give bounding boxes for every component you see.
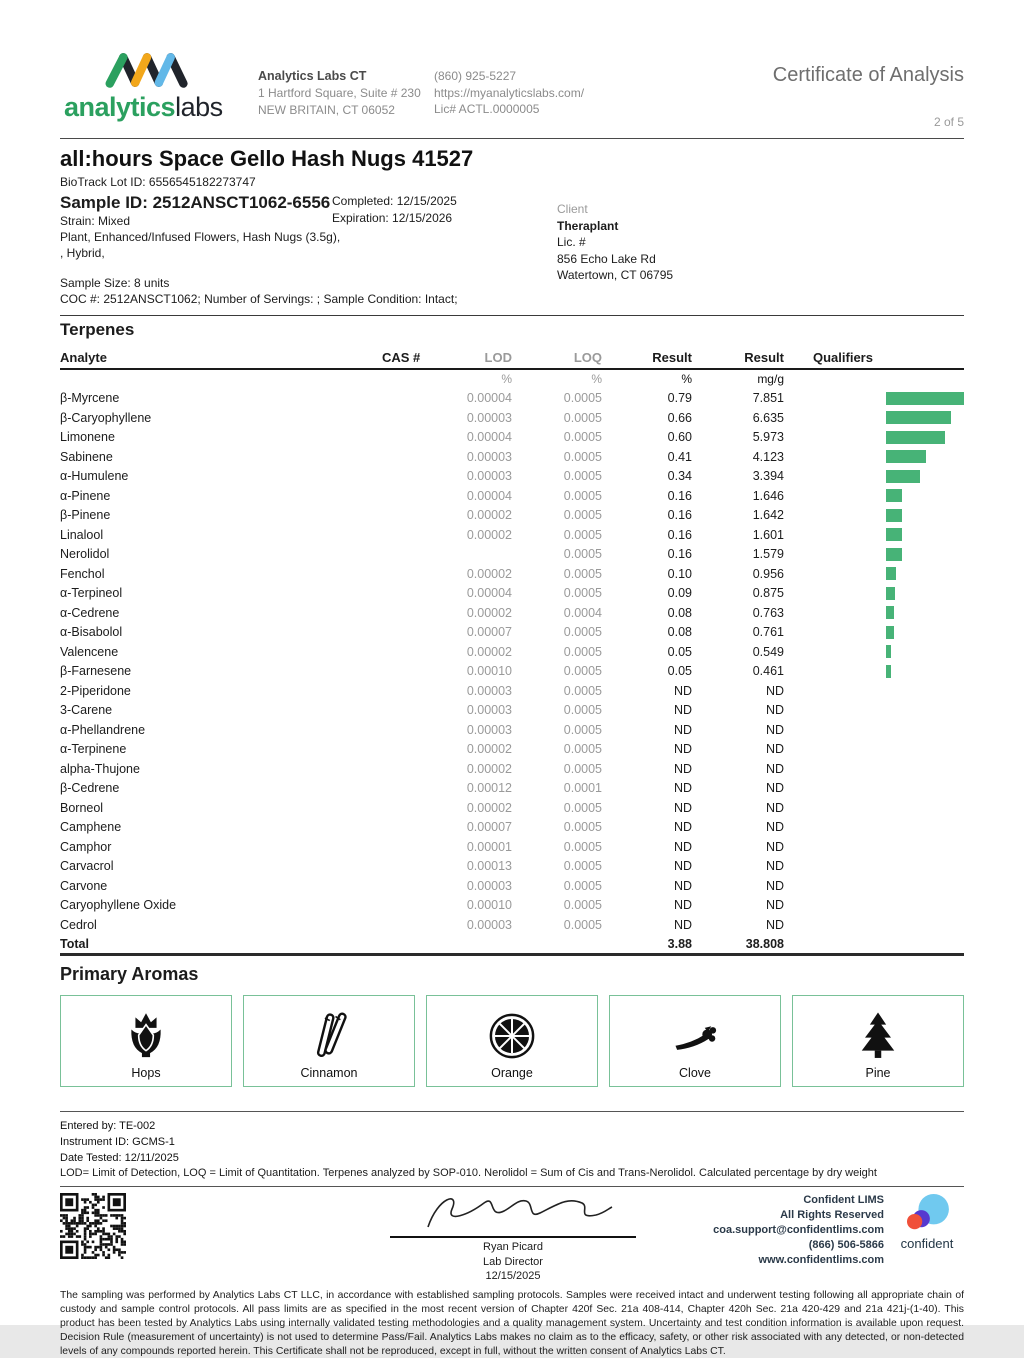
result-bar [886,665,891,678]
terpene-analyte: Sabinene [60,449,113,464]
date-tested: Date Tested: 12/11/2025 [60,1151,179,1164]
terpenes-table [60,350,964,956]
terpene-result-pct: ND [673,683,692,698]
client-label: Client [557,202,588,216]
orange-icon [486,1010,538,1062]
terpene-analyte: Cedrol [60,917,97,932]
terpene-result-mgg: 4.123 [752,449,784,464]
terpene-result-pct: 0.08 [667,625,692,640]
terpene-loq: 0.0005 [563,586,602,601]
terpene-result-mgg: 0.461 [752,664,784,679]
result-bar [886,587,895,600]
terpene-lod: 0.00002 [466,800,512,815]
terpene-loq: 0.0005 [563,761,602,776]
terpene-loq: 0.0005 [563,547,602,562]
terpene-lod: 0.00002 [466,605,512,620]
terpene-analyte: 2-Piperidone [60,683,131,698]
lab-logo [60,48,258,129]
col-analyte: Analyte [60,350,107,366]
lab-phone: (860) 925-5227 [434,69,517,83]
terpene-analyte: Caryophyllene Oxide [60,898,177,913]
terpenes-table-header [60,350,964,370]
signature-block [390,1191,636,1283]
confident-logo [890,1193,964,1251]
terpene-result-pct: 0.10 [667,566,692,581]
terpene-analyte: α-Humulene [60,469,129,484]
confident-phone: (866) 506-5866 [808,1238,884,1251]
terpene-row [60,856,964,876]
terpene-row [60,622,964,642]
terpenes-divider [60,315,964,316]
terpene-result-pct: 0.16 [667,527,692,542]
certificate-title: Certificate of Analysis [772,64,964,86]
terpene-loq: 0.0005 [563,859,602,874]
terpene-lod: 0.00001 [466,839,512,854]
terpene-analyte: α-Terpineol [60,586,123,601]
terpene-analyte: α-Phellandrene [60,722,146,737]
terpene-analyte: alpha-Thujone [60,761,140,776]
terpene-loq: 0.0001 [563,781,602,796]
terpene-loq: 0.0005 [563,703,602,718]
terpene-row [60,778,964,798]
clove-icon [669,1010,721,1062]
instrument-id: Instrument ID: GCMS-1 [60,1136,175,1149]
terpene-row [60,739,964,759]
logo-wordmark [64,92,258,123]
aroma-label: Cinnamon [300,1066,358,1081]
terpene-result-pct: ND [673,917,692,932]
terpene-loq: 0.0005 [563,488,602,503]
terpene-result-mgg: ND [765,800,784,815]
confident-rights: All Rights Reserved [780,1209,884,1222]
coc-number: COC #: 2512ANSCT1062; Number of Servings: ; Sample Condition: Intact; [60,291,458,306]
terpene-loq: 0.0005 [563,683,602,698]
logo-word-labs: labs [175,92,223,122]
terpene-result-mgg: 0.875 [752,586,784,601]
terpene-loq: 0.0005 [563,449,602,464]
terpene-lod: 0.00003 [466,410,512,425]
terpene-lod: 0.00003 [466,703,512,718]
lab-license: Lic# ACTL.0000005 [434,102,540,117]
terpene-lod: 0.00010 [466,664,512,679]
terpene-result-mgg: 0.956 [752,566,784,581]
aroma-label: Clove [679,1066,711,1081]
terpene-loq: 0.0005 [563,430,602,445]
confident-logo-word: confident [900,1236,954,1252]
terpene-row [60,700,964,720]
signer-title: Lab Director [483,1255,543,1268]
terpene-row [60,798,964,818]
analytics-labs-zigzag-icon [88,48,206,92]
primary-aromas [60,995,964,1087]
terpene-row [60,759,964,779]
result-bar [886,626,894,639]
terpene-result-pct: 0.16 [667,488,692,503]
terpene-result-mgg: 0.763 [752,605,784,620]
terpene-analyte: β-Myrcene [60,391,120,406]
terpene-result-pct: ND [673,761,692,776]
aroma-box-orange [426,995,598,1087]
terpene-analyte: Linalool [60,527,104,542]
terpene-result-pct: ND [673,703,692,718]
signature-scribble [398,1191,628,1231]
terpene-lod: 0.00002 [466,527,512,542]
terpene-result-mgg: ND [765,820,784,835]
terpene-result-pct: 0.08 [667,605,692,620]
col-qualifiers: Qualifiers [813,350,873,366]
product-type-line2: , Hybrid, [60,245,105,260]
terpene-row [60,486,964,506]
col-result-pct: Result [652,350,692,366]
lab-name: Analytics Labs CT [258,69,367,83]
terpene-result-pct: ND [673,800,692,815]
terpene-result-pct: 0.09 [667,586,692,601]
result-bar [886,392,964,405]
strain: Strain: Mixed [60,214,131,229]
col-result-mgg: Result [744,350,784,366]
aroma-label: Orange [491,1066,533,1081]
terpene-result-pct: ND [673,878,692,893]
logo-word-analytics: analytics [64,92,176,122]
terpene-analyte: Camphor [60,839,112,854]
terpene-lod: 0.00007 [466,625,512,640]
terpene-analyte: Borneol [60,800,104,815]
terpene-row [60,505,964,525]
terpene-lod: 0.00003 [466,878,512,893]
result-bar [886,431,945,444]
terpene-loq: 0.0005 [563,898,602,913]
terpene-analyte: β-Pinene [60,508,111,523]
terpene-result-pct: 0.16 [667,547,692,562]
terpene-row [60,544,964,564]
total-result-mgg: 38.808 [745,936,784,951]
terpene-analyte: α-Pinene [60,488,111,503]
terpene-row [60,408,964,428]
terpene-analyte: β-Cedrene [60,781,120,796]
terpene-lod: 0.00004 [466,391,512,406]
col-loq: LOQ [573,350,602,366]
lab-website: https://myanalyticslabs.com/ [434,85,585,100]
confident-name: Confident LIMS [803,1194,884,1207]
terpene-result-mgg: 0.549 [752,644,784,659]
terpene-result-pct: 0.66 [667,410,692,425]
terpene-lod: 0.00002 [466,644,512,659]
terpene-lod: 0.00013 [466,859,512,874]
terpene-analyte: Nerolidol [60,547,110,562]
terpene-result-pct: 0.79 [667,391,692,406]
client-address-line2: Watertown, CT 06795 [557,268,674,283]
unit-lod: % [501,372,512,387]
confident-website: www.confidentlims.com [758,1253,884,1266]
terpene-analyte: β-Caryophyllene [60,410,152,425]
terpene-lod: 0.00003 [466,469,512,484]
result-bar [886,606,894,619]
client-block [557,201,673,284]
page-number: 2 of 5 [933,115,964,129]
product-type-line1: Plant, Enhanced/Infused Flowers, Hash Nugs (3.5g), [60,230,341,245]
terpene-analyte: α-Bisabolol [60,625,123,640]
col-cas: CAS # [382,350,421,366]
terpene-row [60,876,964,896]
disclaimer-text: The sampling was performed by Analytics Labs CT LLC, in accordance with established sampling protocols. Samples were received intact and underwent testing following all appropriate chain of custody and sample control protocols. All pass limits are as specified in the most recent version of Chapter 420f Sec. 21a 408-414, Chapter 420h Sec. 21a 420-429 and 21a 421j-(1-40). This product has been tested by Analytics Labs using internally validated testing methodologies and a quality management system. Uncertainty and test condition information is available upon request. Decision Rule (measurement of uncertainty) is not used to determine Pass/Fail. Analytics Labs makes no claim as to the efficacy, safety, or other risk associated with any detected, or non-detected levels of any compounds reported herein. This Certificate shall not be reproduced, except in full, without the written consent of Analytics Labs CT. [60,1290,964,1357]
terpene-result-pct: ND [673,839,692,854]
terpene-result-mgg: 1.579 [752,547,784,562]
terpene-loq: 0.0005 [563,469,602,484]
terpene-result-mgg: 1.642 [752,508,784,523]
header [60,0,964,129]
terpenes-section-title: Terpenes [60,320,135,340]
terpene-row [60,720,964,740]
terpene-lod: 0.00002 [466,761,512,776]
expiration-date: Expiration: 12/15/2026 [332,210,453,225]
terpene-result-mgg: 1.601 [752,527,784,542]
unit-loq: % [591,372,602,387]
terpene-result-pct: ND [673,722,692,737]
result-bar [886,645,891,658]
terpene-lod: 0.00003 [466,722,512,737]
terpene-analyte: 3-Carene [60,703,113,718]
terpene-lod: 0.00012 [466,781,512,796]
terpene-loq: 0.0005 [563,722,602,737]
terpene-row [60,837,964,857]
terpene-result-pct: ND [673,898,692,913]
lab-address-line1: 1 Hartford Square, Suite # 230 [258,86,421,101]
cinnamon-icon [303,1010,355,1062]
terpene-result-mgg: ND [765,683,784,698]
aroma-box-clove [609,995,781,1087]
result-bar [886,548,902,561]
signer-name: Ryan Picard [483,1241,543,1254]
unit-result-mgg: mg/g [757,372,784,387]
terpene-lod: 0.00003 [466,917,512,932]
terpene-loq: 0.0005 [563,917,602,932]
signature-date: 12/15/2025 [485,1269,541,1282]
confident-contact [713,1193,884,1267]
terpene-result-pct: 0.60 [667,430,692,445]
terpene-row [60,895,964,915]
terpene-result-mgg: ND [765,722,784,737]
client-name: Theraplant [557,218,619,233]
aroma-label: Hops [131,1066,161,1081]
terpene-loq: 0.0005 [563,878,602,893]
confident-circles-icon [902,1193,952,1233]
terpene-loq: 0.0005 [563,664,602,679]
terpene-loq: 0.0005 [563,742,602,757]
biotrack-lot-id: BioTrack Lot ID: 6556545182273747 [60,175,256,189]
terpene-loq: 0.0005 [563,644,602,659]
total-label: Total [60,936,89,951]
terpene-result-pct: 0.41 [667,449,692,464]
signature-divider [60,1186,964,1187]
terpene-row [60,642,964,662]
terpene-analyte: Carvacrol [60,859,114,874]
result-bar [886,567,896,580]
terpene-result-mgg: ND [765,742,784,757]
lab-contact-block [434,48,649,129]
sample-id: Sample ID: 2512ANSCT1062-6556 [60,192,331,212]
terpene-result-mgg: ND [765,839,784,854]
terpene-result-pct: ND [673,820,692,835]
result-bar [886,470,920,483]
unit-result-pct: % [681,372,692,387]
result-bar [886,450,926,463]
terpene-lod: 0.00004 [466,430,512,445]
terpene-lod: 0.00002 [466,742,512,757]
terpene-result-pct: ND [673,781,692,796]
lab-address-line2: NEW BRITAIN, CT 06052 [258,102,395,117]
terpene-lod: 0.00002 [466,508,512,523]
terpene-loq: 0.0005 [563,800,602,815]
terpene-row [60,525,964,545]
terpene-row [60,564,964,584]
terpene-row [60,915,964,935]
terpene-result-mgg: ND [765,878,784,893]
terpene-loq: 0.0005 [563,820,602,835]
terpene-analyte: Limonene [60,430,115,445]
terpene-result-pct: 0.05 [667,644,692,659]
footer-divider [60,1111,964,1112]
terpene-analyte: α-Terpinene [60,742,127,757]
product-title: all:hours Space Gello Hash Nugs 41527 [60,146,474,171]
terpene-result-mgg: 6.635 [752,410,784,425]
result-bar [886,411,951,424]
terpene-lod: 0.00007 [466,820,512,835]
terpene-loq: 0.0005 [563,410,602,425]
terpene-loq: 0.0005 [563,566,602,581]
aroma-box-cinnamon [243,995,415,1087]
terpene-row [60,661,964,681]
terpene-loq: 0.0005 [563,391,602,406]
terpene-result-mgg: ND [765,703,784,718]
pine-icon [852,1010,904,1062]
terpene-row [60,466,964,486]
terpene-row [60,817,964,837]
terpene-loq: 0.0005 [563,508,602,523]
terpene-result-pct: 0.34 [667,469,692,484]
client-address-line1: 856 Echo Lake Rd [557,251,656,266]
sample-info [60,175,964,307]
terpene-analyte: β-Farnesene [60,664,132,679]
confident-email: coa.support@confidentlims.com [713,1223,884,1236]
signature-area [60,1191,964,1282]
terpene-result-pct: ND [673,859,692,874]
terpene-result-mgg: ND [765,898,784,913]
terpene-result-pct: 0.05 [667,664,692,679]
terpene-rows [60,388,964,934]
terpene-lod: 0.00004 [466,586,512,601]
terpene-loq: 0.0005 [563,625,602,640]
terpene-lod: 0.00002 [466,566,512,581]
terpene-lod: 0.00004 [466,488,512,503]
terpene-analyte: Camphene [60,820,122,835]
lod-note: LOD= Limit of Detection, LOQ = Limit of Quantitation. Terpenes analyzed by SOP-010. Nerolidol = Sum of Cis and Trans-Nerolidol. Calculated percentage by dry weight [60,1167,877,1180]
aromas-section-title: Primary Aromas [60,964,199,985]
terpene-result-mgg: ND [765,761,784,776]
result-bar [886,528,902,541]
terpene-lod: 0.00003 [466,683,512,698]
terpene-result-pct: ND [673,742,692,757]
terpene-analyte: Fenchol [60,566,105,581]
aroma-box-pine [792,995,964,1087]
aroma-box-hops [60,995,232,1087]
terpene-result-mgg: 0.761 [752,625,784,640]
terpene-row [60,603,964,623]
entered-by: Entered by: TE-002 [60,1120,156,1133]
result-bar [886,509,902,522]
terpene-analyte: Carvone [60,878,108,893]
product-type [60,230,964,262]
terpene-result-pct: 0.16 [667,508,692,523]
client-license: Lic. # [557,235,586,250]
footer-meta [60,1119,964,1166]
completed-date: Completed: 12/15/2025 [332,193,457,208]
signature-line [390,1191,636,1238]
terpene-analyte: Valencene [60,644,119,659]
aroma-label: Pine [865,1066,891,1081]
terpene-result-mgg: ND [765,781,784,796]
result-bar [886,489,902,502]
terpene-result-mgg: 5.973 [752,430,784,445]
total-result-pct: 3.88 [667,936,692,951]
sample-size: Sample Size: 8 units [60,275,170,290]
lab-address-block [258,48,434,129]
confident-lims-block [713,1193,964,1267]
terpene-row [60,427,964,447]
terpene-result-mgg: 1.646 [752,488,784,503]
terpene-lod: 0.00010 [466,898,512,913]
terpene-lod: 0.00003 [466,449,512,464]
terpenes-total-row [60,934,964,956]
terpenes-units-row [60,370,964,388]
terpene-result-mgg: ND [765,859,784,874]
terpene-row [60,681,964,701]
terpene-loq: 0.0005 [563,839,602,854]
terpene-result-mgg: 7.851 [752,391,784,406]
hops-icon [120,1010,172,1062]
terpene-analyte: α-Cedrene [60,605,120,620]
terpene-loq: 0.0004 [563,605,602,620]
terpene-row [60,583,964,603]
terpene-loq: 0.0005 [563,527,602,542]
sample-dates [332,193,457,227]
certificate-header [773,48,964,129]
terpene-row [60,447,964,467]
terpene-result-mgg: 3.394 [752,469,784,484]
header-divider [60,138,964,139]
terpene-row [60,388,964,408]
terpene-result-mgg: ND [765,917,784,932]
qr-code [60,1193,126,1264]
col-lod: LOD [484,350,512,366]
